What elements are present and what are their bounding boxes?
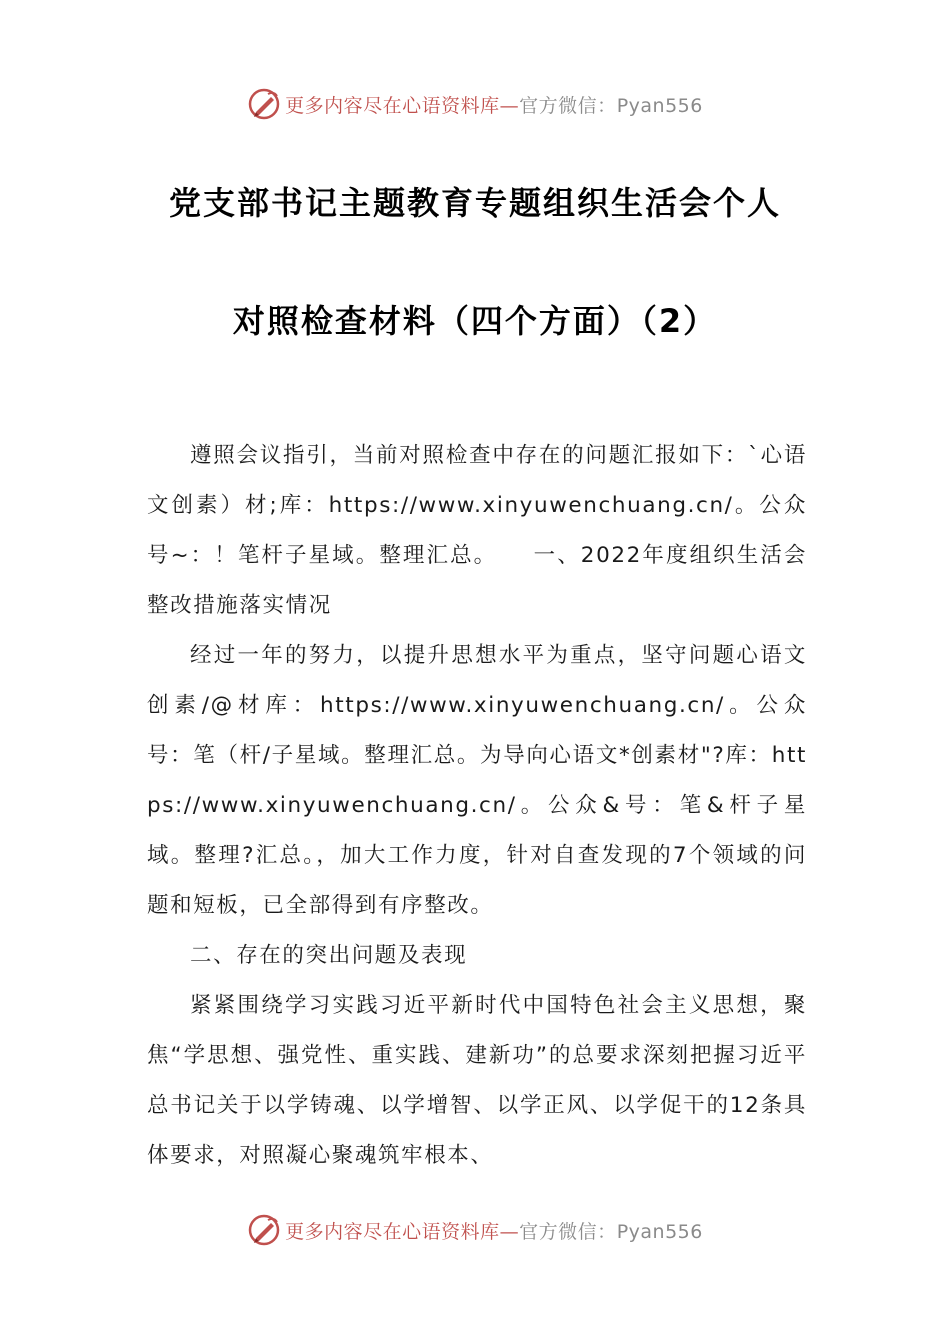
pen-logo-icon [247,1213,281,1247]
header-wechat-label: 官方微信： [519,94,617,117]
pen-logo-icon [247,87,281,121]
footer-dash: — [499,1220,520,1243]
header-watermark-banner [0,84,950,124]
paragraph: 遵照会议指引，当前对照检查中存在的问题汇报如下：`心语文创素）材;库：https://www.xinyuwenchuang.cn/。公众号~：！笔杆子星域。整理汇总。 一、2022年度组织生活会整改措施落实情况 [147,443,807,618]
footer-watermark-banner [0,1210,950,1250]
header-wechat-id: Pyan556 [616,94,703,117]
footer-site-text: 更多内容尽在心语资料库 [285,1220,500,1243]
paragraph: 经过一年的努力，以提升思想水平为重点，坚守问题心语文创素/@材库：https://www.xinyuwenchuang.cn/。公众号：笔（杆/子星域。整理汇总。为导向心语文*创素材"?库：https://www.xinyuwenchuang.cn/。公众&号：笔&杆子星域。整理?汇总。，加大工作力度，针对自查发现的7个领域的问题和短板，已全部得到有序整改。 [147,643,807,918]
section-heading: 二、存在的突出问题及表现 [190,943,468,968]
header-site-text: 更多内容尽在心语资料库 [285,94,500,117]
footer-wechat-label: 官方微信： [519,1220,617,1243]
document-title-line-2: 对照检查材料（四个方面）（2） [232,302,718,340]
document-title-line-1: 党支部书记主题教育专题组织生活会个人 [168,184,781,222]
paragraph: 紧紧围绕学习实践习近平新时代中国特色社会主义思想，聚焦“学思想、强党性、重实践、建新功”的总要求深刻把握习近平总书记关于以学铸魂、以学增智、以学正风、以学促干的12条具体要求，对照凝心聚魂筑牢根本、 [147,993,807,1168]
document-body [147,431,807,1181]
header-dash: — [499,94,520,117]
footer-wechat-id: Pyan556 [616,1220,703,1243]
